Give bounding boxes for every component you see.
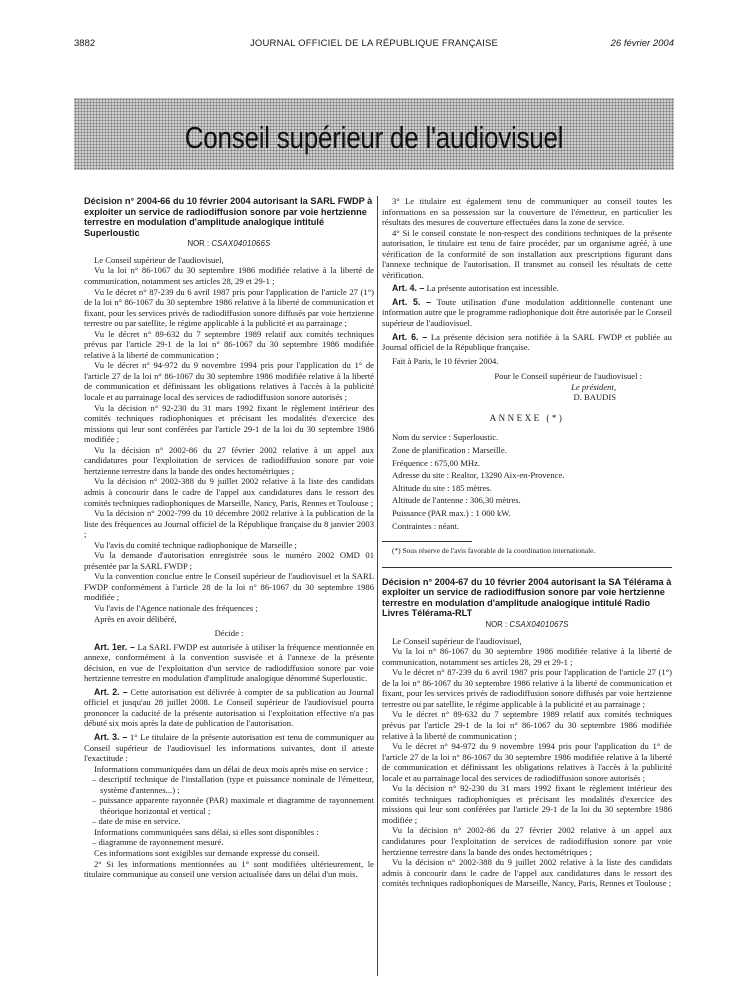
article-1-text: La SARL FWDP est autorisée à utiliser la fréquence mentionnée en annexe, conformément à la convention susvisée et à l'annexe de la présente décision, en vue de l'exploitation d'un service de radiodiffusion sonore par voie hertzienne terrestre en modulation d'amplitude analogique dénommé Superloustic.: [84, 641, 374, 684]
article-1: [84, 642, 374, 684]
decide-heading: Décide :: [214, 628, 244, 639]
annexe-item: Adresse du site : Realtor, 13290 Aix-en-Provence.: [392, 470, 565, 481]
visa-paragraph: Vu la décision n° 2002-388 du 9 juillet 2002 relative à la liste des candidats admis à concourir dans le cadre de l'appel aux candidatures dans le ressort des comités techniques radiophoniques de Marseille, Nancy, Paris, Rennes et Toulouse ;: [84, 476, 374, 508]
nor-code: CSAX0401066S: [211, 239, 271, 249]
visa-paragraph: Vu le décret n° 89-632 du 7 septembre 1989 relatif aux comités techniques prévus par l'article 29-1 de la loi n° 86-1067 du 30 septembre 1986 modifiée relative à la liberté de communication ;: [382, 709, 672, 741]
article-6: [382, 332, 672, 353]
section-title: Conseil supérieur de l'audiovisuel: [184, 120, 564, 155]
list-item: – date de mise en service.: [92, 816, 181, 827]
annexe-item: Contraintes : néant.: [392, 520, 460, 531]
nor-label: NOR :: [187, 239, 210, 249]
list-item: – diagramme de rayonnement mesuré.: [92, 837, 224, 848]
visa-paragraph: Vu la décision n° 92-230 du 31 mars 1992 fixant le règlement intérieur des comités techniques radiophoniques et précisant les modalités d'exercice des missions qui leur sont conférées par l'article 29-1 de la loi du 30 septembre 1986 modifiée ;: [84, 402, 374, 445]
article-2-text: Cette autorisation est délivrée à compter de sa publication au Journal officiel et jusqu'au 28 juillet 2008. Le Conseil supérieur de l'audiovisuel pourra prononcer la caducité de la présente autorisation si l'exploitation effective n'a pas débuté six mois après la date de publication de l'autorisation.: [84, 686, 374, 729]
article-3-exigibility: Ces informations sont exigibles sur demande expresse du conseil.: [94, 848, 320, 858]
visa-paragraph: Vu la demande d'autorisation enregistrée sous le numéro 2002 OMD 01 présentée par la SARL FWDP ;: [84, 550, 374, 571]
visa-paragraph: Après en avoir délibéré,: [94, 613, 177, 624]
left-column: [84, 196, 374, 986]
article-3-info-nodelay: Informations communiquées sans délai, si elles sont disponibles :: [94, 826, 319, 837]
article-2-label: Art. 2. –: [94, 686, 128, 697]
annexe-item: Fréquence : 675,00 MHz.: [392, 457, 481, 468]
visa-paragraph: Vu le décret n° 94-972 du 9 novembre 1994 pris pour l'application du 1° de l'article 27 de la loi n° 86-1067 du 30 septembre 1986 modifiée relative à la liberté de communication et définissant les obligations relatives à l'accès à la publicité locale et au parrainage local des services de radiodiffusion sonore autorisés ;: [382, 741, 672, 783]
nor-code: CSAX0401067S: [509, 620, 569, 630]
decision-separator: [382, 567, 672, 568]
nor-label: NOR :: [485, 620, 508, 630]
article-3-point-3: 3° Le titulaire est également tenu de communiquer au conseil toutes les informations en sa possession sur la couverture de l'émetteur, en particulier les résultats des mesures de couverture effectuées dans la zone de service.: [382, 196, 672, 228]
column-divider: [377, 196, 378, 976]
article-4-text: La présente autorisation est incessible.: [426, 283, 559, 294]
signature-name: D. BAUDIS: [573, 392, 616, 403]
fait-a-paris: Fait à Paris, le 10 février 2004.: [392, 355, 499, 366]
annexe-list: [382, 431, 672, 532]
nor-reference: [382, 620, 672, 631]
visa-paragraph: Vu la loi n° 86-1067 du 30 septembre 1986 modifiée relative à la liberté de communication, notamment ses articles 28, 29 et 29-1 ;: [382, 646, 672, 667]
visa-paragraph: Vu la convention conclue entre le Conseil supérieur de l'audiovisuel et la SARL FWDP conformément à l'article 28 de la loi n° 86-1067 du 30 septembre 1986 modifiée ;: [84, 571, 374, 603]
visa-paragraph: Le Conseil supérieur de l'audiovisuel,: [392, 635, 522, 646]
article-6-text: La présente décision sera notifiée à la SARL FWDP et publiée au Journal officiel de la République française.: [382, 331, 672, 353]
nor-reference: [84, 239, 374, 250]
list-item: – descriptif technique de l'installation (type et puissance nominale de l'émetteur, système d'antennes...) ;: [92, 774, 374, 795]
visa-paragraph: Vu la loi n° 86-1067 du 30 septembre 1986 modifiée relative à la liberté de communication, notamment ses articles 28, 29 et 29-1 ;: [84, 265, 374, 287]
visa-paragraph: Vu le décret n° 94-972 du 9 novembre 1994 pris pour l'application du 1° de l'article 27 de la loi n° 86-1067 du 30 septembre 1986 modifiée relative à la liberté de communication et définissant les obligations relatives à l'accès à la publicité locale et au parrainage local des services de radiodiffusion sonore autorisés ;: [84, 360, 374, 403]
signature-role: Le président,: [571, 381, 616, 392]
visa-paragraph: Vu la décision n° 2002-388 du 9 juillet 2002 relative à la liste des candidats admis à concourir dans le cadre de l'appel aux candidatures dans le ressort des comités techniques radiophoniques de Marseille, Nancy, Paris, Rennes et Toulouse ;: [382, 857, 672, 889]
article-5-text: Toute utilisation d'une modulation additionnelle contenant une information autre que le programme radiophonique doit être autorisée par le Conseil supérieur de l'audiovisuel.: [382, 296, 672, 329]
article-3-point-4: 4° Si le conseil constate le non-respect des conditions techniques de la présente autorisation, le titulaire est tenu de faire procéder, par un organisme agréé, à une vérification de la conformité de son installation aux prescriptions figurant dans l'annexe technique de l'autorisation. Il transmet au conseil les résultats de cette vérification.: [382, 227, 672, 280]
visa-paragraph: Vu l'avis du comité technique radiophonique de Marseille ;: [94, 539, 297, 550]
article-1-label: Art. 1er. –: [94, 641, 135, 652]
annexe-item: Zone de planification : Marseille.: [392, 444, 507, 455]
list-item: – puissance apparente rayonnée (PAR) maximale et diagramme de rayonnement théorique horizontal et vertical ;: [92, 795, 374, 816]
journal-title: JOURNAL OFFICIEL DE LA RÉPUBLIQUE FRANÇAISE: [249, 38, 499, 49]
article-4: [382, 283, 672, 294]
visa-paragraph: Vu la décision n° 92-230 du 31 mars 1992 fixant le règlement intérieur des comités techniques radiophoniques et précisant les modalités d'exercice des missions qui leur sont conférées par l'article 29-1 de la loi du 30 septembre 1986 modifiée ;: [382, 783, 672, 825]
article-5: [382, 297, 672, 329]
visa-paragraph: Vu le décret n° 89-632 du 7 septembre 1989 relatif aux comités techniques prévus par l'article 29-1 de la loi n° 86-1067 du 30 septembre 1986 modifiée relative à la liberté de communication ;: [84, 328, 374, 360]
visa-paragraph: Vu l'avis de l'Agence nationale des fréquences ;: [94, 602, 258, 613]
visa-paragraph: Vu le décret n° 87-239 du 6 avril 1987 pris pour l'application de l'article 27 (1°) de la loi n° 86-1067 du 30 septembre 1986 relative à la liberté de communication et fixant, pour les services privés de radiodiffusion sonore diffusés par voie hertzienne terrestre ou par satellite, le régime applicable à la publicité et au parrainage ;: [382, 667, 672, 709]
visa-paragraph: Vu la décision n° 2002-86 du 27 février 2002 relative à un appel aux candidatures pour l'exploitation de services de radiodiffusion sonore par voie hertzienne terrestre dans la bande des ondes hectométriques ;: [84, 444, 374, 476]
article-5-label: Art. 5. –: [392, 296, 432, 307]
article-6-label: Art. 6. –: [392, 331, 428, 342]
article-3-text: 1° Le titulaire de la présente autorisation est tenu de communiquer au Conseil supérieur de l'audiovisuel les informations suivantes, dont il atteste l'exactitude :: [84, 731, 374, 764]
footnote-rule: [382, 541, 472, 542]
page-number: 3882: [74, 38, 96, 49]
running-header: [74, 38, 674, 52]
article-3: [84, 732, 374, 764]
annexe-item: Nom du service : Superloustic.: [392, 432, 499, 443]
visa-paragraph: Le Conseil supérieur de l'audiovisuel,: [94, 254, 224, 265]
visa-paragraph: Vu le décret n° 87-239 du 6 avril 1987 pris pour l'application de l'article 27 (1°) de la loi n° 86-1067 du 30 septembre 1986 relative à la liberté de communication et fixant, pour les services privés de radiodiffusion sonore diffusés par voie hertzienne terrestre ou par satellite, le régime applicable à la publicité et au parrainage ;: [84, 286, 374, 329]
signature-for: Pour le Conseil supérieur de l'audiovisuel :: [494, 371, 642, 382]
article-3-info-delay: Informations communiquées dans un délai de deux mois après mise en service :: [94, 763, 368, 774]
article-3-point-2: 2° Si les informations mentionnées au 1° sont modifiées ultérieurement, le titulaire communique au conseil une version actualisée dans un délai d'un mois.: [84, 858, 374, 880]
right-column: [382, 196, 672, 986]
annexe-item: Altitude de l'antenne : 306,30 mètres.: [392, 495, 521, 506]
article-4-label: Art. 4. –: [392, 283, 425, 294]
article-2: [84, 687, 374, 729]
article-3-label: Art. 3. –: [94, 731, 128, 742]
decision-title: Décision n° 2004-66 du 10 février 2004 autorisant la SARL FWDP à exploiter un service de radiodiffusion sonore par voie hertzienne terrestre en modulation d'amplitude analogique intitulé Superloustic: [84, 196, 373, 238]
header-date: 26 février 2004: [610, 38, 674, 49]
visa-paragraph: Vu la décision n° 2002-86 du 27 février 2002 relative à un appel aux candidatures pour l'exploitation de services de radiodiffusion sonore par voie hertzienne terrestre dans la bande des ondes hectométriques ;: [382, 825, 672, 857]
visa-paragraph: Vu la décision n° 2002-799 du 10 décembre 2002 relative à la publication de la liste des fréquences au Journal officiel de la République française du 8 janvier 2003 ;: [84, 508, 374, 540]
annexe-item: Altitude du site : 185 mètres.: [392, 482, 492, 493]
annexe-item: Puissance (PAR max.) : 1 000 kW.: [392, 507, 511, 518]
decision-title: Décision n° 2004-67 du 10 février 2004 autorisant la SA Télérama à exploiter un service de radiodiffusion sonore par voie hertzienne terrestre en modulation d'amplitude analogique intitulé Radio Livres Télérama-RLT: [382, 576, 672, 619]
annexe-title: ANNEXE (*): [489, 412, 565, 423]
footnote: (*) Sous réserve de l'avis favorable de la coordination internationale.: [392, 546, 596, 556]
